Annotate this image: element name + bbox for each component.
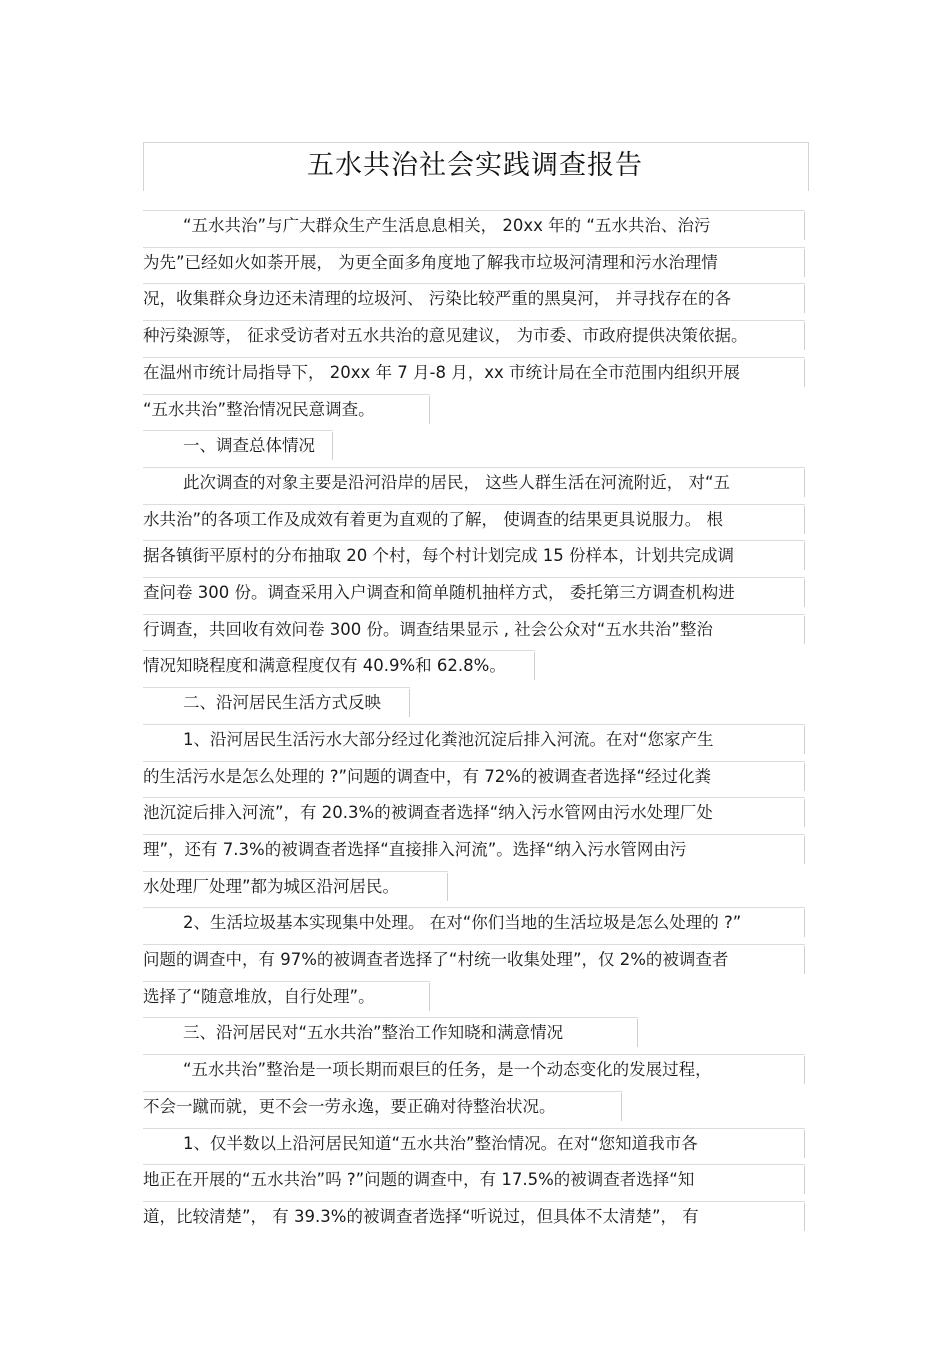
document-title: 五水共治社会实践调查报告	[307, 150, 643, 181]
line-rule	[143, 1017, 638, 1018]
body-text-line: 情况知晓程度和满意程度仅有 40.9%和 62.8%。	[143, 648, 535, 684]
body-text-line: 水共治”的各项工作及成效有着更为直观的了解， 使调查的结果更具说服力。 根	[143, 502, 805, 538]
section-heading-2: 二、沿河居民生活方式反映	[183, 685, 410, 721]
line-rule	[143, 761, 805, 762]
section-heading-3: 三、沿河居民对“五水共治”整治工作知晓和满意情况	[183, 1015, 638, 1051]
line-rule	[143, 687, 410, 688]
body-text-line: 此次调查的对象主要是沿河沿岸的居民， 这些人群生活在河流附近， 对“五	[183, 465, 805, 501]
line-rule	[143, 577, 805, 578]
line-rule	[143, 944, 805, 945]
body-text-line: 行调查，共回收有效问卷 300 份。调查结果显示 , 社会公众对“五水共治”整治	[143, 612, 805, 648]
body-text-line: 地正在开展的“五水共治”吗 ?”问题的调查中，有 17.5%的被调查者选择“知	[143, 1162, 805, 1198]
body-text-line: 问题的调查中，有 97%的被调查者选择了“村统一收集处理”，仅 2%的被调查者	[143, 942, 805, 978]
body-text-line: 为先”已经如火如荼开展， 为更全面多角度地了解我市垃圾河清理和污水治理情	[143, 245, 805, 281]
line-rule	[143, 1128, 805, 1129]
line-rule	[143, 320, 805, 321]
body-text-line: 在温州市统计局指导下， 20xx 年 7 月-8 月，xx 市统计局在全市范围内组织开展	[143, 355, 805, 391]
body-text-line: 的生活污水是怎么处理的 ?”问题的调查中，有 72%的被调查者选择“经过化粪	[143, 759, 805, 795]
body-text-line: 选择了“随意堆放，自行处理”。	[143, 979, 430, 1015]
body-text-line: 1、沿河居民生活污水大部分经过化粪池沉淀后排入河流。在对“您家产生	[183, 722, 805, 758]
line-rule	[143, 834, 805, 835]
line-rule	[143, 650, 535, 651]
body-text-line: 2、生活垃圾基本实现集中处理。 在对“你们当地的生活垃圾是怎么处理的 ?”	[183, 905, 805, 941]
body-text-line: “五水共治”整治是一项长期而艰巨的任务，是一个动态变化的发展过程，	[183, 1052, 805, 1088]
line-rule	[143, 907, 805, 908]
line-rule	[143, 871, 448, 872]
section-heading-1: 一、调查总体情况	[183, 428, 333, 464]
line-rule	[143, 1201, 805, 1202]
body-text-line: 不会一蹴而就，更不会一劳永逸，要正确对待整治状况。	[143, 1089, 622, 1125]
line-rule	[143, 357, 805, 358]
line-rule	[143, 430, 333, 431]
body-text-line: “五水共治”与广大群众生产生活息息相关， 20xx 年的 “五水共治、治污	[183, 208, 805, 244]
body-text-line: 水处理厂处理”都为城区沿河居民。	[143, 869, 448, 905]
body-text-line: “五水共治”整治情况民意调查。	[143, 392, 430, 428]
body-text-line: 查问卷 300 份。调查采用入户调查和简单随机抽样方式， 委托第三方调查机构进	[143, 575, 805, 611]
line-rule	[143, 467, 805, 468]
body-text-line: 况，收集群众身边还未清理的垃圾河、 污染比较严重的黑臭河， 并寻找存在的各	[143, 281, 805, 317]
line-rule	[143, 210, 805, 211]
line-rule	[143, 283, 805, 284]
line-rule	[143, 981, 430, 982]
line-rule	[143, 724, 805, 725]
line-rule	[143, 1091, 622, 1092]
line-rule	[143, 247, 805, 248]
line-rule	[143, 394, 430, 395]
body-text-line: 理”，还有 7.3%的被调查者选择“直接排入河流”。选择“纳入污水管网由污	[143, 832, 805, 868]
body-text-line: 据各镇街平原村的分布抽取 20 个村，每个村计划完成 15 份样本，计划共完成调	[143, 538, 805, 574]
body-text-line: 种污染源等， 征求受访者对五水共治的意见建议， 为市委、市政府提供决策依据。	[143, 318, 805, 354]
line-rule	[143, 504, 805, 505]
body-text-line: 道，比较清楚”， 有 39.3%的被调查者选择“听说过，但具体不太清楚”， 有	[143, 1199, 805, 1235]
body-text-line: 池沉淀后排入河流”，有 20.3%的被调查者选择“纳入污水管网由污水处理厂处	[143, 795, 805, 831]
line-rule	[143, 540, 805, 541]
line-rule	[143, 797, 805, 798]
line-rule	[143, 614, 805, 615]
line-rule	[143, 1054, 805, 1055]
line-rule	[143, 1164, 805, 1165]
body-text-line: 1、仅半数以上沿河居民知道“五水共治”整治情况。在对“您知道我市各	[183, 1126, 805, 1162]
